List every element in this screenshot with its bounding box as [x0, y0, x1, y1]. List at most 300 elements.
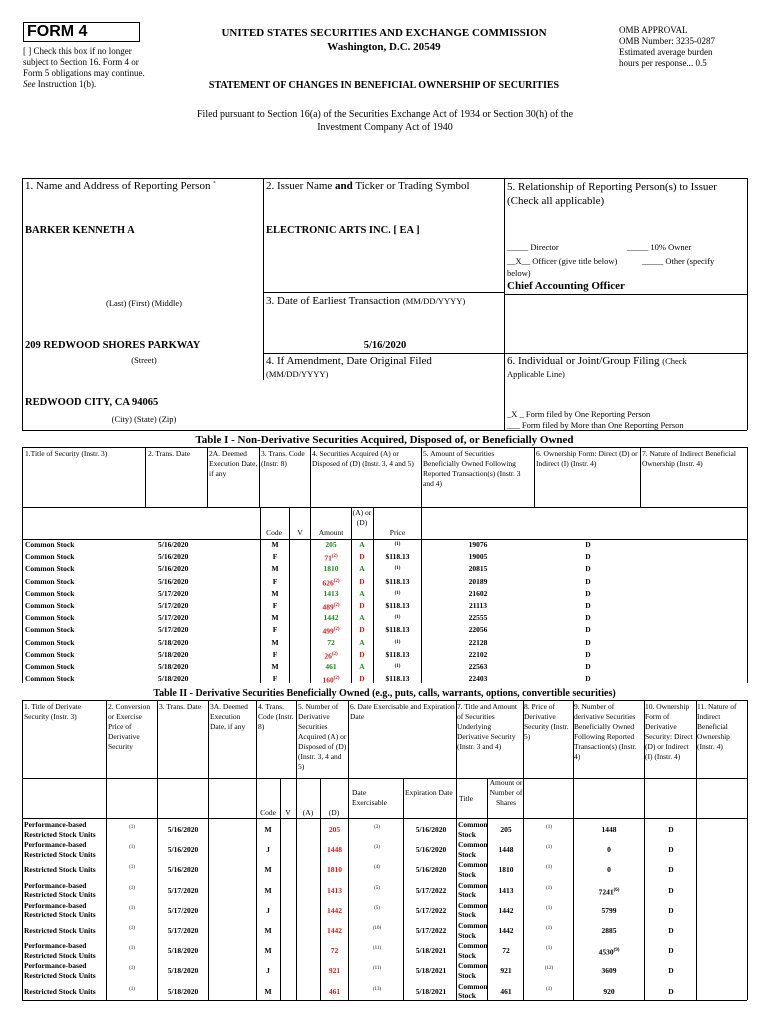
t2-cell-date: 5/18/2020 [167, 986, 199, 996]
t1-footnote[interactable]: (2) [331, 554, 338, 560]
t2-sub-v: V [285, 808, 291, 817]
t2-vline [256, 700, 257, 1000]
t2-footnote[interactable]: (6) [613, 887, 620, 893]
divider-col3 [263, 292, 504, 293]
t1-cell-aord: D [359, 552, 365, 562]
t2-cell-d: 1413 [327, 885, 342, 895]
t2-vline [208, 700, 209, 1000]
t1-footnote[interactable]: (2) [333, 578, 340, 584]
t2-cell-date: 5/17/2020 [167, 926, 199, 935]
t1-vline [421, 447, 422, 507]
t1-cell-code: M [271, 613, 279, 623]
t2-cell-form: D [668, 926, 674, 935]
t1-sub-aord: (A) or (D) [352, 508, 372, 527]
t2-h10: 10. Ownership Form of Derivative Security: Direct (D) or Indirect (I) (Instr. 4) [645, 702, 693, 761]
t2-cell-conv: (1) [129, 946, 135, 952]
t1-h1: 1.Title of Security (Instr. 3) [25, 449, 108, 458]
t2-cell-uamount: 205 [500, 825, 512, 834]
t1-cell-form: D [585, 601, 591, 610]
t1-cell-price: $118.13 [385, 601, 410, 610]
t1-cell-form: D [585, 613, 591, 623]
t2-cell-uamount: 1413 [498, 885, 514, 895]
t1-cell-form: D [585, 649, 591, 659]
t2-cell-uamount: 1810 [498, 865, 514, 875]
t1-cell-amount: 205 [325, 540, 337, 549]
other-below: below) [507, 268, 531, 278]
t1-cell-owned: 20815 [468, 564, 488, 574]
t1-cell-owned: 22102 [468, 649, 488, 659]
t1-cell-title: Common Stock [25, 540, 75, 549]
t1-cell-code: M [271, 662, 279, 671]
t1-footnote[interactable]: (2) [333, 603, 340, 608]
t2-cell-owned: 0 [607, 865, 611, 875]
t1-cell-amount: 1810 [323, 564, 339, 574]
omb-approval: OMB APPROVAL OMB Number: 3235-0287 Estimated average burden hours per response... 0.5 [619, 25, 715, 68]
t2-cell-d: 1442 [327, 905, 342, 915]
t1-cell-amount: 160$^{(2)}$ [322, 675, 340, 685]
agency-location: Washington, D.C. 20549 [327, 41, 441, 53]
t1-cell-owned: 22403 [468, 674, 488, 684]
filed-pursuant: Filed pursuant to Section 16(a) of the Securities Exchange Act of 1934 or Section 30(h) of the Investment Company Act of 1940 [196, 109, 574, 133]
street-caption: (Street) [131, 355, 157, 365]
t2-cell-d: 1810 [327, 865, 342, 875]
issuer-name: ELECTRONIC ARTS INC. [ EA ] [266, 225, 420, 236]
director-checkbox[interactable]: _____ Director [507, 242, 559, 252]
t1-cell-price: (1) [394, 615, 401, 621]
t2-cell-form: D [668, 946, 674, 956]
table1-title: Table I - Non-Derivative Securities Acquired, Disposed of, or Beneficially Owned [195, 434, 574, 446]
t2-cell-code: J [266, 966, 270, 976]
t1-cell-code: F [272, 674, 278, 684]
t2-vline [296, 778, 297, 1000]
t2-sub-title: Title [459, 794, 473, 803]
t2-hline [22, 778, 747, 779]
t2-cell-title: Restricted Stock Units [24, 926, 96, 935]
t2-cell-conv: (1) [129, 905, 135, 911]
t2-header-top [22, 700, 747, 701]
t1-cell-title: Common Stock [25, 637, 75, 647]
t1-cell-aord: A [359, 564, 365, 574]
reporting-city: REDWOOD CITY, CA 94065 [25, 397, 159, 408]
t1-cell-owned: 19076 [468, 540, 488, 549]
t1-cell-code: F [272, 649, 278, 659]
t2-vline [644, 700, 645, 1000]
table2-border-right [747, 700, 748, 1000]
t2-h4: 4. Trans. Code (Instr. 8) [258, 702, 294, 731]
t1-h7: 7. Nature of Indirect Beneficial Ownership (Instr. 4) [642, 449, 736, 468]
table2-border-left [22, 700, 23, 1000]
t1-cell-form: D [585, 552, 591, 562]
t2-cell-exercisable: (11) [372, 946, 382, 952]
t1-cell-title: Common Stock [25, 613, 75, 623]
t2-cell-price: (1) [546, 845, 552, 851]
t2-cell-title: Performance-based Restricted Stock Units [24, 900, 96, 920]
section-border-top [22, 178, 747, 179]
t1-sub-price: Price [389, 528, 406, 537]
officer-title-underline [505, 294, 747, 295]
t2-cell-date: 5/17/2020 [167, 885, 199, 895]
t1-cell-date: 5/17/2020 [158, 588, 189, 598]
t2-cell-title: Performance-based Restricted Stock Units [24, 880, 96, 900]
t2-sub-amount: Amount or Number of Shares [489, 778, 523, 807]
t2-cell-code: J [266, 905, 270, 915]
filing-label: 6. Individual or Joint/Group Filing (Check [507, 355, 687, 367]
t1-cell-form: D [585, 576, 591, 586]
t1-vline [640, 447, 641, 507]
t2-cell-d: 205 [328, 825, 341, 834]
t2-cell-owned: 7241$^{(6)}$ [598, 887, 620, 897]
t1-cell-price: $118.13 [385, 674, 410, 684]
t2-cell-conv: (1) [129, 926, 135, 931]
t1-cell-amount: 71$^{(2)}$ [324, 553, 338, 563]
t2-cell-expiration: 5/16/2020 [415, 865, 447, 875]
t2-cell-form: D [668, 986, 674, 996]
t2-cell-price: (12) [544, 966, 554, 972]
t1-vline [310, 447, 311, 507]
t2-cell-uamount: 461 [500, 986, 512, 996]
t1-vline [310, 507, 311, 683]
t1-cell-price: $118.13 [385, 649, 410, 659]
t2-cell-title: Performance-based Restricted Stock Units [24, 961, 96, 980]
t2-cell-code: M [264, 865, 272, 875]
t1-vline [145, 447, 146, 507]
t1-sub-code: Code [266, 528, 282, 537]
t1-cell-owned: 21602 [468, 588, 488, 598]
t2-cell-expiration: 5/18/2021 [415, 986, 447, 996]
t2-cell-code: M [264, 825, 272, 834]
t2-cell-uamount: 1442 [498, 926, 514, 935]
t2-cell-conv: (1) [129, 825, 135, 830]
t2-cell-conv: (1) [129, 865, 135, 871]
t2-cell-form: D [668, 865, 674, 875]
t2-cell-uamount: 921 [500, 966, 512, 976]
t1-cell-owned: 20189 [468, 576, 488, 586]
t1-cell-code: F [272, 625, 278, 635]
t2-cell-conv: (1) [129, 885, 135, 891]
t2-cell-price: (1) [546, 885, 552, 891]
t1-cell-form: D [585, 540, 591, 549]
relationship-label: 5. Relationship of Reporting Person(s) to Issuer (Check all applicable) [507, 181, 717, 207]
t2-cell-title: Performance-based Restricted Stock Units [24, 840, 96, 859]
t2-cell-title: Restricted Stock Units [24, 986, 96, 996]
t2-cell-utitle: Common Stock [458, 981, 488, 1001]
t2-cell-price: (1) [546, 946, 552, 952]
t2-cell-expiration: 5/16/2020 [415, 825, 447, 834]
t2-cell-d: 72 [330, 946, 339, 956]
t2-cell-form: D [668, 825, 674, 834]
t2-sub-a: (A) [302, 808, 314, 817]
t1-cell-date: 5/18/2020 [158, 637, 189, 647]
t1-cell-title: Common Stock [25, 649, 75, 659]
t2-cell-utitle: Common Stock [458, 900, 488, 920]
agency-name: UNITED STATES SECURITIES AND EXCHANGE COMMISSION [221, 27, 547, 39]
t1-cell-form: D [585, 674, 591, 684]
t1-cell-title: Common Stock [25, 625, 75, 635]
t2-cell-expiration: 5/18/2021 [415, 946, 447, 956]
t1-cell-title: Common Stock [25, 564, 75, 574]
t2-cell-uamount: 1448 [498, 845, 514, 855]
filing-more-checkbox[interactable]: ___ Form filed by More than One Reporting Person [507, 420, 684, 430]
t2-cell-d: 461 [328, 986, 341, 996]
t2-cell-conv: (1) [129, 986, 135, 992]
t1-cell-aord: D [359, 576, 365, 586]
checkbox-note[interactable]: [ ] Check this box if no longer subject to Section 16. Form 4 or Form 5 obligations may continue. See Instruction 1(b). [23, 46, 145, 89]
t1-cell-aord: A [359, 540, 365, 549]
name-caption: (Last) (First) (Middle) [105, 298, 182, 308]
t2-cell-date: 5/18/2020 [167, 946, 199, 956]
t1-cell-title: Common Stock [25, 576, 75, 586]
amendment-format: (MM/DD/YYYY) [266, 369, 329, 379]
t2-cell-form: D [668, 845, 674, 855]
t2-h1: 1. Title of Derivate Security (Instr. 3) [24, 702, 82, 721]
t1-vline [207, 447, 208, 507]
reporting-person-name: BARKER KENNETH A [25, 225, 135, 236]
t2-cell-utitle: Common Stock [458, 961, 488, 980]
t1-cell-price: (1) [394, 639, 401, 645]
t2-cell-owned: 5799 [601, 905, 617, 915]
t1-cell-form: D [585, 625, 591, 635]
t1-cell-date: 5/17/2020 [158, 613, 189, 623]
t2-cell-code: J [266, 845, 270, 855]
earliest-transaction-date: 5/16/2020 [363, 340, 407, 351]
filing-sub: Applicable Line) [507, 369, 565, 379]
t1-cell-price: $118.13 [385, 576, 410, 586]
t2-cell-utitle: Common Stock [458, 941, 488, 960]
statement-title: STATEMENT OF CHANGES IN BENEFICIAL OWNERSHIP OF SECURITIES [208, 80, 560, 91]
t1-cell-code: M [271, 540, 279, 549]
t2-h9: 9. Number of derivative Securities Beneficially Owned Following Reported Transaction(s) (Instr. 4) [574, 702, 637, 761]
t1-cell-amount: 489$^{(2)}$ [322, 602, 340, 612]
t2-h11: 11. Nature of Indirect Beneficial Ownership (Instr. 4) [697, 702, 737, 751]
t1-vline [421, 507, 422, 683]
t1-cell-price: $118.13 [385, 625, 410, 635]
t1-cell-aord: A [359, 613, 365, 623]
t2-footnote[interactable]: (9) [613, 948, 620, 954]
t2-cell-d: 921 [328, 966, 341, 976]
t1-sub-v: V [297, 528, 303, 537]
t2-cell-d: 1442 [327, 926, 342, 935]
t2-cell-expiration: 5/17/2022 [415, 926, 447, 935]
t2-vline [523, 700, 524, 1000]
t2-cell-date: 5/17/2020 [167, 905, 199, 915]
t1-cell-aord: D [359, 625, 365, 635]
t1-footnote[interactable]: (2) [333, 676, 340, 682]
t2-sub-d: (D) [328, 808, 340, 817]
t1-cell-date: 5/16/2020 [158, 552, 189, 562]
t2-vline [573, 700, 574, 1000]
divider-col5 [504, 178, 505, 430]
t2-cell-code: M [264, 986, 272, 996]
t2-cell-price: (1) [546, 865, 552, 871]
t1-cell-code: F [272, 552, 278, 562]
t2-cell-code: M [264, 885, 272, 895]
t1-cell-form: D [585, 662, 591, 671]
t1-h2: 2. Trans. Date [148, 449, 191, 458]
t1-vline [373, 507, 374, 683]
t2-cell-form: D [668, 905, 674, 915]
t2-cell-utitle: Common Stock [458, 880, 488, 900]
t2-cell-owned: 4530$^{(9)}$ [598, 947, 620, 957]
t2-cell-expiration: 5/16/2020 [415, 845, 447, 855]
t2-cell-date: 5/16/2020 [167, 865, 199, 875]
t2-cell-date: 5/18/2020 [167, 966, 199, 976]
t1-cell-aord: D [359, 674, 365, 684]
t2-cell-utitle: Common Stock [458, 921, 488, 940]
t1-cell-owned: 22128 [468, 637, 488, 647]
t2-cell-exercisable: (5) [374, 905, 380, 911]
t2-cell-price: (1) [546, 825, 552, 830]
t1-sub-amount: Amount [318, 528, 344, 537]
divider-col2 [263, 178, 264, 380]
other-checkbox[interactable]: _____ Other (specify [642, 256, 715, 266]
t1-h3: 3. Trans. Code (Instr. 8) [261, 449, 305, 468]
t1-cell-code: M [271, 564, 279, 574]
t2-cell-owned: 0 [607, 845, 611, 855]
t2-cell-uamount: 1442 [498, 905, 514, 915]
t1-vline [534, 447, 535, 507]
t2-vline [403, 778, 404, 1000]
t2-hline [22, 1000, 747, 1001]
t2-cell-code: M [264, 946, 272, 956]
t1-cell-date: 5/16/2020 [158, 540, 189, 549]
t1-cell-date: 5/16/2020 [158, 564, 189, 574]
t1-h4: 4. Securities Acquired (A) or Disposed of (D) (Instr. 3, 4 and 5) [312, 449, 414, 468]
t2-sub-expiration: Expiration Date [405, 788, 453, 797]
t1-cell-code: M [271, 588, 279, 598]
t1-cell-code: F [272, 576, 278, 586]
form-label: FORM 4 [23, 22, 140, 42]
section-border-right [747, 178, 748, 430]
t2-cell-d: 1448 [327, 845, 342, 855]
t2-h7: 7. Title and Amount of Securities Underlying Derivative Security (Instr. 3 and 4) [457, 702, 518, 751]
t2-h3a: 3A. Deemed Execution Date, if any [210, 702, 248, 731]
t2-cell-title: Performance-based Restricted Stock Units [24, 820, 96, 839]
t1-cell-amount: 499$^{(2)}$ [322, 626, 340, 636]
t1-cell-title: Common Stock [25, 588, 75, 598]
table1-border-right [747, 447, 748, 683]
t2-cell-utitle: Common Stock [458, 860, 488, 879]
t1-cell-owned: 19005 [468, 552, 488, 562]
t2-cell-date: 5/16/2020 [167, 825, 199, 834]
t1-cell-aord: A [359, 637, 365, 647]
t1-footnote[interactable]: (2) [331, 651, 338, 657]
t1-cell-aord: D [359, 601, 365, 610]
t1-cell-amount: 1413 [323, 588, 339, 598]
ten-percent-owner-checkbox[interactable]: _____ 10% Owner [627, 242, 692, 252]
t2-sub-code: Code [260, 808, 276, 817]
table2-title: Table II - Derivative Securities Beneficially Owned (e.g., puts, calls, warrants, options, convertible securities) [153, 688, 616, 699]
t2-h5: 5. Number of Derivative Securities Acquired (A) or Disposed of (D) (Instr. 3, 4 and 5) [298, 702, 347, 771]
amendment-label: 4. If Amendment, Date Original Filed [266, 355, 432, 367]
t2-cell-exercisable: (11) [372, 966, 382, 972]
t2-cell-utitle: Common Stock [458, 840, 488, 859]
t1-cell-price: (1) [394, 590, 401, 596]
t1-cell-date: 5/18/2020 [158, 674, 189, 684]
t2-h6: 6. Date Exercisable and Expiration Date [350, 702, 455, 721]
t2-sub-exercisable: Date Exercisable [352, 788, 387, 807]
t2-cell-expiration: 5/18/2021 [415, 966, 447, 976]
divider-col4 [263, 353, 747, 354]
t1-cell-code: M [271, 637, 279, 647]
t1-cell-title: Common Stock [25, 601, 75, 610]
t1-cell-title: Common Stock [25, 552, 75, 562]
t1-cell-price: (1) [394, 566, 401, 572]
section-border-bottom [22, 430, 747, 431]
t1-cell-owned: 22555 [468, 613, 488, 623]
t2-cell-expiration: 5/17/2022 [415, 885, 447, 895]
reporting-street: 209 REDWOOD SHORES PARKWAY [25, 340, 201, 351]
t1-cell-amount: 1442 [323, 613, 339, 623]
t1-footnote[interactable]: (2) [333, 627, 340, 633]
t1-h5: 5. Amount of Securities Beneficially Owned Following Reported Transaction(s) (Instr. 3 and 4) [423, 449, 521, 488]
t2-h2: 2. Conversion or Exercise Price of Derivative Security [108, 702, 151, 751]
t2-cell-exercisable: (13) [372, 986, 382, 992]
t1-h6: 6. Ownership Form: Direct (D) or Indirect (I) (Instr. 4) [536, 449, 638, 468]
t1-cell-date: 5/18/2020 [158, 662, 189, 671]
t2-cell-owned: 1448 [601, 825, 617, 834]
filing-one-checkbox[interactable]: _X _ Form filed by One Reporting Person [507, 409, 651, 419]
t1-cell-title: Common Stock [25, 662, 75, 671]
t1-cell-amount: 461 [325, 662, 337, 671]
t1-vline [259, 447, 260, 507]
t2-cell-exercisable: (5) [374, 885, 380, 891]
t2-vline [320, 778, 321, 1000]
t2-h8: 8. Price of Derivative Security (Instr. 5) [524, 702, 569, 741]
t1-hline [22, 507, 747, 508]
reporting-person-label: 1. Name and Address of Reporting Person * [25, 180, 216, 192]
t2-h3: 3. Trans. Date [159, 702, 202, 711]
t1-h2a: 2A. Deemed Execution Date, if any [209, 449, 258, 478]
t1-cell-amount: 72 [327, 637, 335, 647]
issuer-label: 2. Issuer Name and Ticker or Trading Symbol [266, 180, 470, 192]
t1-cell-aord: D [359, 649, 365, 659]
officer-checkbox[interactable]: __X__ Officer (give title below) [507, 256, 618, 266]
t1-cell-date: 5/17/2020 [158, 625, 189, 635]
t2-cell-expiration: 5/17/2022 [415, 905, 447, 915]
t1-cell-date: 5/18/2020 [158, 649, 189, 659]
t2-cell-uamount: 72 [502, 946, 510, 956]
t1-cell-price: $118.13 [385, 552, 410, 562]
table1-border-left [22, 447, 23, 683]
officer-title: Chief Accounting Officer [507, 280, 625, 292]
t1-cell-date: 5/16/2020 [158, 576, 189, 586]
t1-cell-form: D [585, 588, 591, 598]
t2-cell-owned: 3609 [601, 966, 617, 976]
t1-cell-owned: 21113 [469, 601, 487, 610]
t1-cell-amount: 26$^{(2)}$ [324, 651, 338, 661]
t1-cell-amount: 626$^{(2)}$ [322, 578, 340, 588]
section-border-left [22, 178, 23, 430]
t2-cell-form: D [668, 885, 674, 895]
t2-cell-conv: (1) [129, 845, 135, 851]
t2-cell-title: Performance-based Restricted Stock Units [24, 941, 96, 960]
t2-cell-exercisable: (3) [374, 845, 380, 851]
t2-cell-price: (1) [546, 905, 552, 911]
t2-cell-utitle: Common Stock [458, 820, 488, 839]
t2-vline [280, 778, 281, 1000]
t1-cell-code: F [272, 601, 278, 610]
t2-hline [22, 818, 747, 819]
city-caption: (City) (State) (Zip) [111, 414, 177, 424]
t1-cell-date: 5/17/2020 [158, 601, 189, 610]
t2-vline [696, 700, 697, 1000]
t2-cell-title: Restricted Stock Units [24, 865, 96, 875]
t2-cell-form: D [668, 966, 674, 976]
t1-cell-owned: 22056 [468, 625, 488, 635]
t2-cell-price: (1) [546, 986, 552, 992]
t1-cell-owned: 22563 [468, 662, 488, 671]
t2-cell-code: M [264, 926, 272, 935]
